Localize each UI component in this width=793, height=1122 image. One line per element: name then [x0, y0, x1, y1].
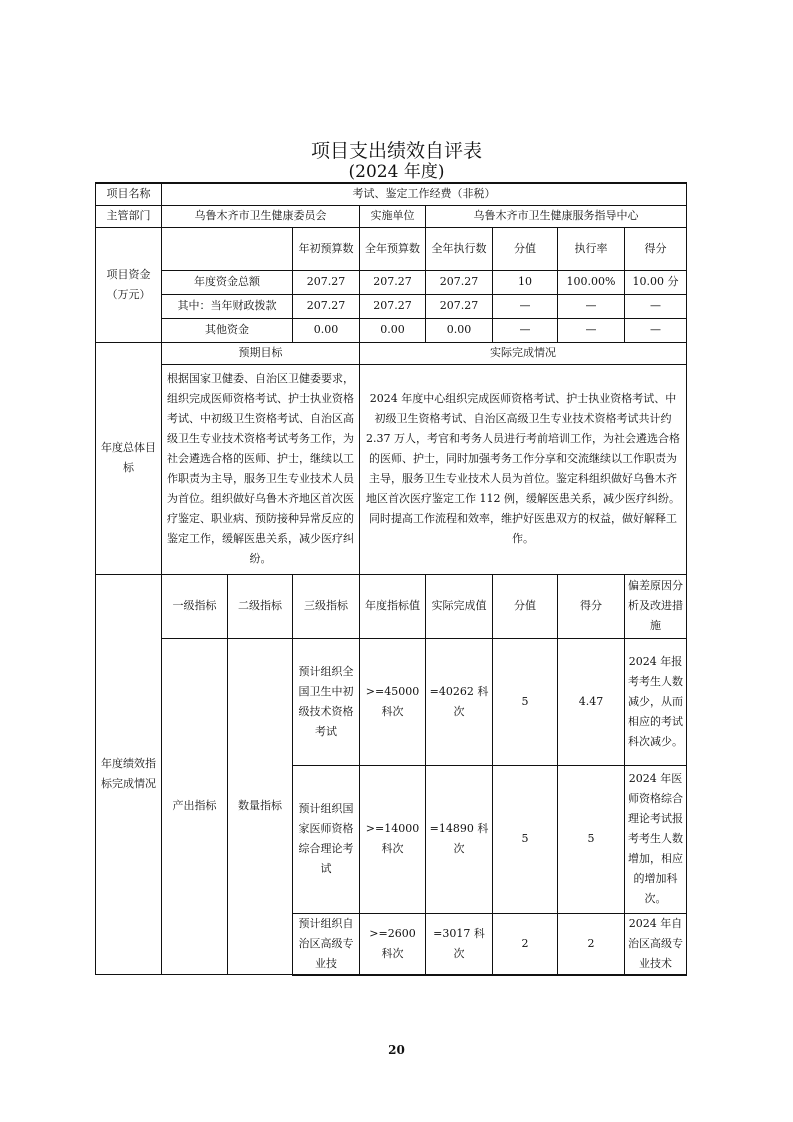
- year-value: >=45000 科次: [360, 638, 426, 765]
- score: 2: [558, 913, 625, 975]
- actual-done-header: 实际完成情况: [360, 342, 687, 364]
- funds-year-budget: 0.00: [293, 318, 360, 342]
- funds-row-label: 年度资金总额: [162, 270, 293, 294]
- actual-value: =3017 科次: [426, 913, 493, 975]
- funds-score-value: —: [493, 318, 558, 342]
- level1-value: 产出指标: [162, 638, 228, 975]
- score: 5: [558, 765, 625, 913]
- actual-done-text: 2024 年度中心组织完成医师资格考试、护士执业资格考试、中初级卫生资格考试、自治区高级卫生专业技术资格考试共计约 2.37 万人，考官和考务人员进行考前培训工作，为社会遴选合格的医师、护士，同时加强考务工作分享和交流继续以工作职责为主导，服务卫生专业技术人员为首位。鉴定科组织做好乌鲁木齐地区首次医疗鉴定工作 112 例，缓解医患关系，减少医疗纠纷。同时提高工作流程和效率，维护好医患双方的权益，做好解释工作。: [360, 364, 687, 574]
- funds-row-fiscal: [96, 294, 687, 318]
- goals-content-row: [96, 364, 687, 574]
- expected-goal-text: 根据国家卫健委、自治区卫健委要求，组织完成医师资格考试、护士执业资格考试、中初级卫生资格考试、自治区高级卫生专业技术资格考试考务工作，为社会遴选合格的医师、护士，继续以工作职责为主导，服务卫生专业技术人员为首位。组织做好乌鲁木齐地区首次医疗鉴定、职业病、预防接种异常反应的鉴定工作，缓解医患关系，减少医疗纠纷。: [162, 364, 360, 574]
- ind-actual-value-header: 实际完成值: [426, 574, 493, 638]
- project-name-row: [96, 183, 687, 205]
- expected-goal-header: 预期目标: [162, 342, 360, 364]
- funds-exec-rate: 100.00%: [558, 270, 625, 294]
- funds-score-value: 10: [493, 270, 558, 294]
- funds-exec-rate: —: [558, 318, 625, 342]
- goals-header-row: [96, 342, 687, 364]
- funds-score-value: —: [493, 294, 558, 318]
- ind2-header: 二级指标: [228, 574, 293, 638]
- page-number: 20: [388, 1043, 405, 1057]
- funds-full-exec: 207.27: [426, 270, 493, 294]
- funds-score: —: [625, 318, 687, 342]
- level2-value: 数量指标: [228, 638, 293, 975]
- impl-unit-value: 乌鲁木齐市卫生健康服务指导中心: [426, 205, 687, 227]
- page-title: 项目支出绩效自评表: [310, 140, 482, 162]
- score-value: 5: [493, 638, 558, 765]
- level3-value: 预计组织全国卫生中初级技术资格考试: [293, 638, 360, 765]
- score-value: 2: [493, 913, 558, 975]
- level3-value: 预计组织自治区高级专业技: [293, 913, 360, 975]
- col-year-budget: 年初预算数: [293, 227, 360, 270]
- deviation: 2024 年医师资格综合理论考试报考考生人数增加，相应的增加科次。: [625, 765, 687, 913]
- goals-label: 年度总体目标: [96, 342, 162, 574]
- department-label: 主管部门: [96, 205, 162, 227]
- actual-value: =40262 科次: [426, 638, 493, 765]
- funds-full-budget: 0.00: [360, 318, 426, 342]
- ind-deviation-header: 偏差原因分析及改进措施: [625, 574, 687, 638]
- funds-row-label: 其中：当年财政拨款: [162, 294, 293, 318]
- indicator-row: [96, 638, 687, 765]
- funds-full-budget: 207.27: [360, 294, 426, 318]
- deviation: 2024 年报考考生人数减少，从而相应的考试科次减少。: [625, 638, 687, 765]
- funds-score: 10.00 分: [625, 270, 687, 294]
- funds-row-total: [96, 270, 687, 294]
- funds-year-budget: 207.27: [293, 294, 360, 318]
- page-subtitle: (2024 年度): [348, 162, 445, 182]
- funds-full-exec: 207.27: [426, 294, 493, 318]
- funds-label: 项目资金 （万元）: [96, 227, 162, 342]
- funds-row-other: [96, 318, 687, 342]
- department-row: [96, 205, 687, 227]
- col-score-value: 分值: [493, 227, 558, 270]
- actual-value: =14890 科次: [426, 765, 493, 913]
- ind-score-header: 得分: [558, 574, 625, 638]
- project-name-value: 考试、鉴定工作经费（非税）: [162, 183, 687, 205]
- funds-full-exec: 0.00: [426, 318, 493, 342]
- score-value: 5: [493, 765, 558, 913]
- impl-unit-label: 实施单位: [360, 205, 426, 227]
- col-full-exec: 全年执行数: [426, 227, 493, 270]
- ind3-header: 三级指标: [293, 574, 360, 638]
- col-full-budget: 全年预算数: [360, 227, 426, 270]
- year-value: >=2600 科次: [360, 913, 426, 975]
- ind1-header: 一级指标: [162, 574, 228, 638]
- ind-score-value-header: 分值: [493, 574, 558, 638]
- project-name-label: 项目名称: [96, 183, 162, 205]
- deviation: 2024 年自治区高级专业技术: [625, 913, 687, 975]
- ind-year-value-header: 年度指标值: [360, 574, 426, 638]
- funds-score: —: [625, 294, 687, 318]
- performance-table: [95, 182, 687, 976]
- funds-exec-rate: —: [558, 294, 625, 318]
- funds-header-row: [96, 227, 687, 270]
- funds-year-budget: 207.27: [293, 270, 360, 294]
- indicator-header-row: [96, 574, 687, 638]
- funds-row-label: 其他资金: [162, 318, 293, 342]
- col-score: 得分: [625, 227, 687, 270]
- funds-blank: [162, 227, 293, 270]
- col-exec-rate: 执行率: [558, 227, 625, 270]
- level3-value: 预计组织国家医师资格综合理论考试: [293, 765, 360, 913]
- department-value: 乌鲁木齐市卫生健康委员会: [162, 205, 360, 227]
- funds-full-budget: 207.27: [360, 270, 426, 294]
- score: 4.47: [558, 638, 625, 765]
- perf-label: 年度绩效指标完成情况: [96, 574, 162, 975]
- year-value: >=14000 科次: [360, 765, 426, 913]
